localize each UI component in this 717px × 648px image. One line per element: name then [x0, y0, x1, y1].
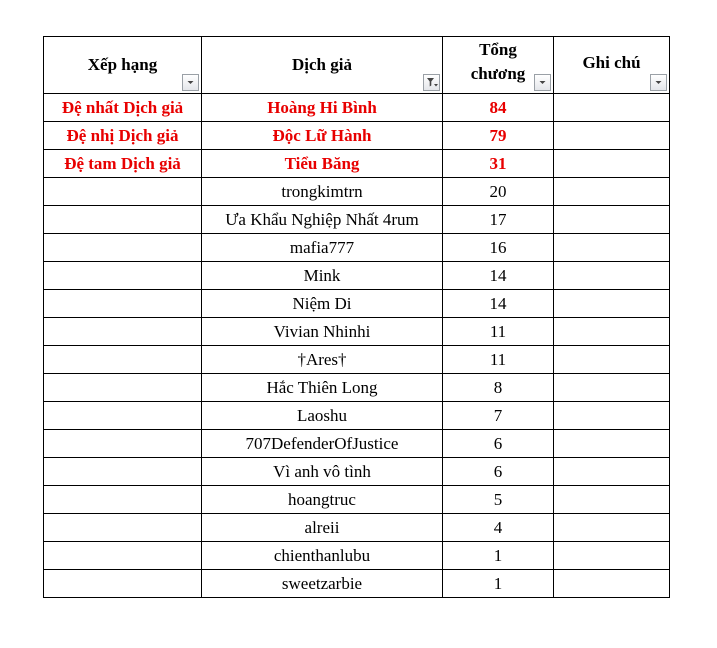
- rank-cell[interactable]: [44, 290, 202, 318]
- translator-cell[interactable]: Vivian Nhinhi: [202, 318, 443, 346]
- table-row: [44, 542, 670, 570]
- header-chapters: [443, 37, 554, 94]
- rank-cell[interactable]: [44, 430, 202, 458]
- rank-cell[interactable]: [44, 374, 202, 402]
- note-cell[interactable]: [554, 150, 670, 178]
- translator-cell[interactable]: Niệm Di: [202, 290, 443, 318]
- filter-funnel-icon: [424, 75, 439, 90]
- chapters-cell[interactable]: 1: [443, 570, 554, 598]
- translator-cell[interactable]: alreii: [202, 514, 443, 542]
- translator-cell[interactable]: †Ares†: [202, 346, 443, 374]
- rank-cell[interactable]: [44, 458, 202, 486]
- header-chapters-line2: chương: [470, 64, 526, 83]
- table-row: [44, 122, 670, 150]
- chapters-cell[interactable]: 16: [443, 234, 554, 262]
- chapters-cell[interactable]: 31: [443, 150, 554, 178]
- table-row: [44, 94, 670, 122]
- rank-cell[interactable]: [44, 346, 202, 374]
- rank-cell[interactable]: [44, 262, 202, 290]
- note-cell[interactable]: [554, 318, 670, 346]
- note-cell[interactable]: [554, 430, 670, 458]
- chapters-cell[interactable]: 14: [443, 262, 554, 290]
- table-row: [44, 206, 670, 234]
- table-row: [44, 290, 670, 318]
- rank-cell[interactable]: [44, 178, 202, 206]
- rank-cell[interactable]: Đệ nhị Dịch giả: [44, 122, 202, 150]
- note-cell[interactable]: [554, 262, 670, 290]
- table-row: [44, 234, 670, 262]
- chapters-cell[interactable]: 1: [443, 542, 554, 570]
- chapters-cell[interactable]: 11: [443, 346, 554, 374]
- filter-dropdown-notes[interactable]: [650, 74, 667, 91]
- chapters-cell[interactable]: 14: [443, 290, 554, 318]
- translator-cell[interactable]: mafia777: [202, 234, 443, 262]
- note-cell[interactable]: [554, 206, 670, 234]
- rank-cell[interactable]: [44, 570, 202, 598]
- translator-cell[interactable]: chienthanlubu: [202, 542, 443, 570]
- translator-cell[interactable]: hoangtruc: [202, 486, 443, 514]
- note-cell[interactable]: [554, 402, 670, 430]
- table-row: [44, 346, 670, 374]
- note-cell[interactable]: [554, 178, 670, 206]
- dropdown-arrow-icon: [183, 75, 198, 90]
- note-cell[interactable]: [554, 94, 670, 122]
- translator-cell[interactable]: Vì anh vô tình: [202, 458, 443, 486]
- note-cell[interactable]: [554, 346, 670, 374]
- chapters-cell[interactable]: 5: [443, 486, 554, 514]
- table-row: [44, 430, 670, 458]
- rank-cell[interactable]: [44, 234, 202, 262]
- rank-cell[interactable]: [44, 402, 202, 430]
- note-cell[interactable]: [554, 290, 670, 318]
- note-cell[interactable]: [554, 122, 670, 150]
- note-cell[interactable]: [554, 486, 670, 514]
- chapters-cell[interactable]: 84: [443, 94, 554, 122]
- translator-cell[interactable]: Mink: [202, 262, 443, 290]
- rank-cell[interactable]: [44, 514, 202, 542]
- dropdown-arrow-icon: [651, 75, 666, 90]
- note-cell[interactable]: [554, 542, 670, 570]
- header-rank-label: Xếp hạng: [87, 55, 158, 74]
- filter-dropdown-chapters[interactable]: [534, 74, 551, 91]
- table-row: [44, 570, 670, 598]
- table-row: [44, 262, 670, 290]
- translator-cell[interactable]: 707DefenderOfJustice: [202, 430, 443, 458]
- rank-cell[interactable]: [44, 486, 202, 514]
- table-row: [44, 374, 670, 402]
- translator-cell[interactable]: Ưa Khẩu Nghiệp Nhất 4rum: [202, 206, 443, 234]
- chapters-cell[interactable]: 79: [443, 122, 554, 150]
- chapters-cell[interactable]: 7: [443, 402, 554, 430]
- table-row: [44, 318, 670, 346]
- header-notes: [554, 37, 670, 94]
- rank-cell[interactable]: [44, 542, 202, 570]
- note-cell[interactable]: [554, 514, 670, 542]
- translator-cell[interactable]: trongkimtrn: [202, 178, 443, 206]
- note-cell[interactable]: [554, 570, 670, 598]
- table-row: [44, 458, 670, 486]
- chapters-cell[interactable]: 20: [443, 178, 554, 206]
- header-translator: [202, 37, 443, 94]
- table-row: [44, 150, 670, 178]
- chapters-cell[interactable]: 11: [443, 318, 554, 346]
- table-row: [44, 178, 670, 206]
- chapters-cell[interactable]: 6: [443, 458, 554, 486]
- note-cell[interactable]: [554, 458, 670, 486]
- rank-cell[interactable]: [44, 318, 202, 346]
- table-row: [44, 486, 670, 514]
- header-row: [44, 37, 670, 94]
- table-row: [44, 402, 670, 430]
- translator-cell[interactable]: sweetzarbie: [202, 570, 443, 598]
- filter-active-translator[interactable]: [423, 74, 440, 91]
- translator-cell[interactable]: Hoàng Hi Bình: [202, 94, 443, 122]
- rank-cell[interactable]: [44, 206, 202, 234]
- header-chapters-line1: Tổng: [479, 40, 517, 59]
- header-translator-label: Dịch giả: [292, 55, 352, 74]
- translator-cell[interactable]: Tiểu Băng: [202, 150, 443, 178]
- chapters-cell[interactable]: 6: [443, 430, 554, 458]
- table-row: [44, 514, 670, 542]
- chapters-cell[interactable]: 17: [443, 206, 554, 234]
- header-notes-label: Ghi chú: [582, 53, 641, 72]
- rank-cell[interactable]: Đệ nhất Dịch giả: [44, 94, 202, 122]
- filter-dropdown-rank[interactable]: [182, 74, 199, 91]
- chapters-cell[interactable]: 4: [443, 514, 554, 542]
- dropdown-arrow-icon: [535, 75, 550, 90]
- header-rank: [44, 37, 202, 94]
- note-cell[interactable]: [554, 234, 670, 262]
- translator-cell[interactable]: Độc Lữ Hành: [202, 122, 443, 150]
- translator-cell[interactable]: Hắc Thiên Long: [202, 374, 443, 402]
- translator-cell[interactable]: Laoshu: [202, 402, 443, 430]
- note-cell[interactable]: [554, 374, 670, 402]
- chapters-cell[interactable]: 8: [443, 374, 554, 402]
- rank-cell[interactable]: Đệ tam Dịch giả: [44, 150, 202, 178]
- translator-ranking-table: [43, 36, 670, 598]
- table-body: [44, 94, 670, 598]
